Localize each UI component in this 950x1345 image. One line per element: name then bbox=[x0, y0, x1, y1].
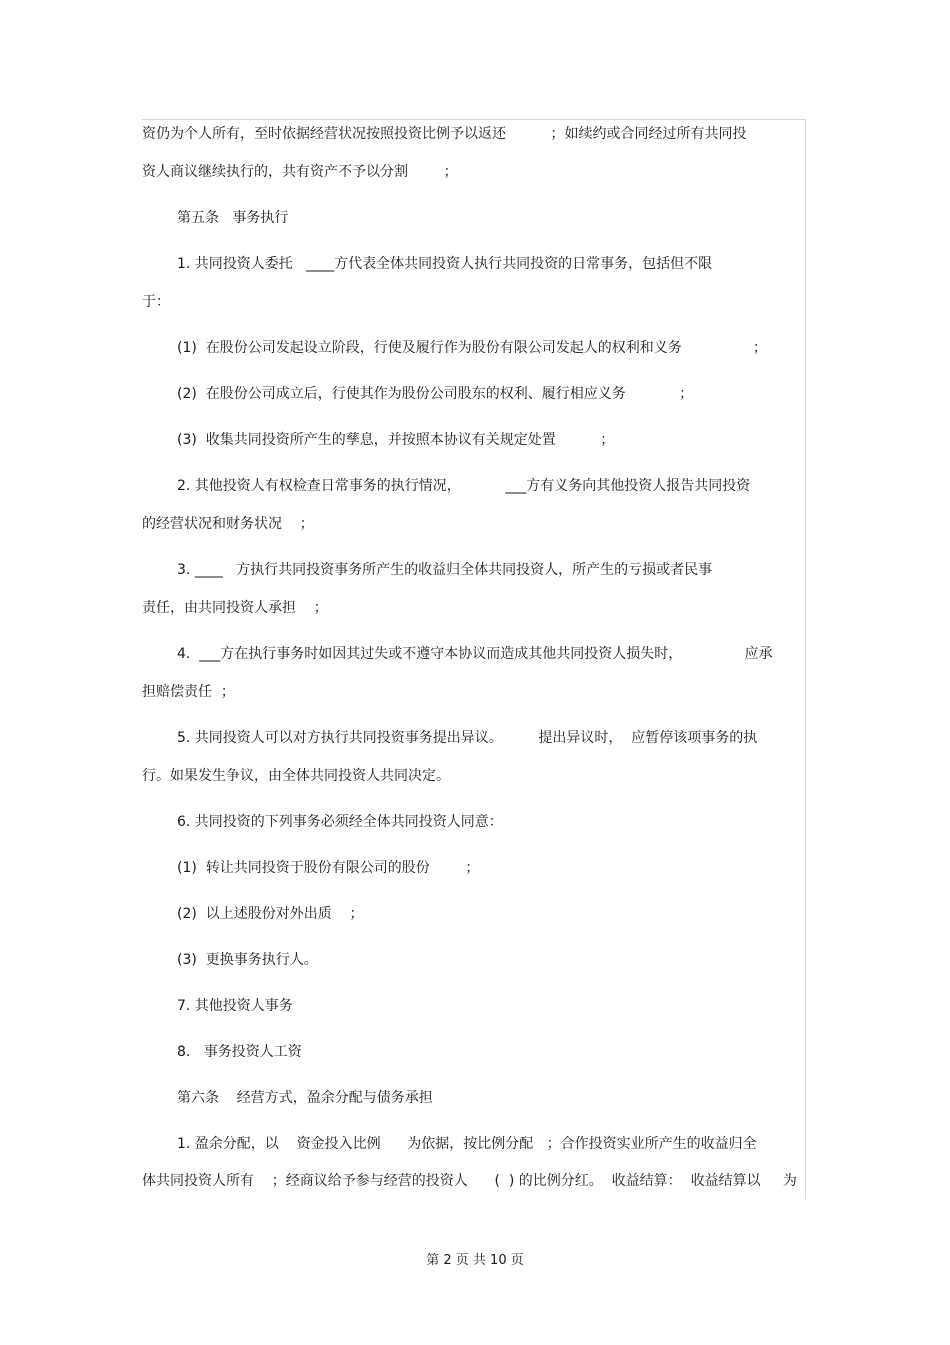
paragraph-line: 1. 盈余分配，以 资金投入比例 为依据，按比例分配 ；合作投资实业所产生的收益归全 bbox=[177, 1136, 757, 1152]
paragraph-line: 资人商议继续执行的，共有资产不予以分割 ； bbox=[142, 164, 458, 180]
paragraph-line: 的经营状况和财务状况 ； bbox=[142, 516, 314, 532]
paragraph-line: 体共同投资人所有 ；经商议给予参与经营的投资人 ( ) 的比例分红。 收益结算： 收益结算以 为 bbox=[142, 1173, 797, 1189]
paragraph-line: 资仍为个人所有，至时依据经营状况按照投资比例予以返还 ；如续约或合同经过所有共同投 bbox=[142, 126, 747, 142]
list-item: (3) 更换事务执行人。 bbox=[177, 952, 318, 968]
paragraph-line: 4. ___方在执行事务时如因其过失或不遵守本协议而造成其他共同投资人损失时， 应承 bbox=[177, 646, 773, 662]
paragraph-line: 1. 共同投资人委托 ____方代表全体共同投资人执行共同投资的日常事务，包括但不限 bbox=[177, 256, 713, 272]
list-item: (2) 以上述股份对外出质 ； bbox=[177, 906, 364, 922]
paragraph-line: 担赔偿责任 ； bbox=[142, 684, 235, 700]
page-number-footer: 第 2 页 共 10 页 bbox=[426, 1253, 524, 1268]
paragraph-line: 2. 其他投资人有权检查日常事务的执行情况， ___方有义务向其他投资人报告共同投资 bbox=[177, 478, 751, 494]
section-heading: 第五条 事务执行 bbox=[177, 210, 289, 226]
list-item: (1) 转让共同投资于股份有限公司的股份 ； bbox=[177, 860, 480, 876]
paragraph-line: 责任，由共同投资人承担 ； bbox=[142, 600, 328, 616]
paragraph-line: 于： bbox=[142, 294, 170, 310]
paragraph-line: 7. 其他投资人事务 bbox=[177, 998, 293, 1014]
list-item: (3) 收集共同投资所产生的孳息，并按照本协议有关规定处置 ； bbox=[177, 432, 615, 448]
paragraph-line: 8. 事务投资人工资 bbox=[177, 1044, 302, 1060]
paragraph-line: 3. ____ 方执行共同投资事务所产生的收益归全体共同投资人，所产生的亏损或者民事 bbox=[177, 562, 713, 578]
list-item: (2) 在股份公司成立后，行使其作为股份公司股东的权利、履行相应义务 ； bbox=[177, 386, 694, 402]
paragraph-line: 行。如果发生争议，由全体共同投资人共同决定。 bbox=[142, 768, 450, 784]
paragraph-line: 5. 共同投资人可以对方执行共同投资事务提出异议。 提出异议时， 应暂停该项事务的执 bbox=[177, 730, 758, 746]
list-item: (1) 在股份公司发起设立阶段，行使及履行作为股份有限公司发起人的权利和义务 ； bbox=[177, 340, 767, 356]
paragraph-line: 6. 共同投资的下列事务必须经全体共同投资人同意： bbox=[177, 814, 503, 830]
section-heading: 第六条 经营方式，盈余分配与债务承担 bbox=[177, 1090, 433, 1106]
